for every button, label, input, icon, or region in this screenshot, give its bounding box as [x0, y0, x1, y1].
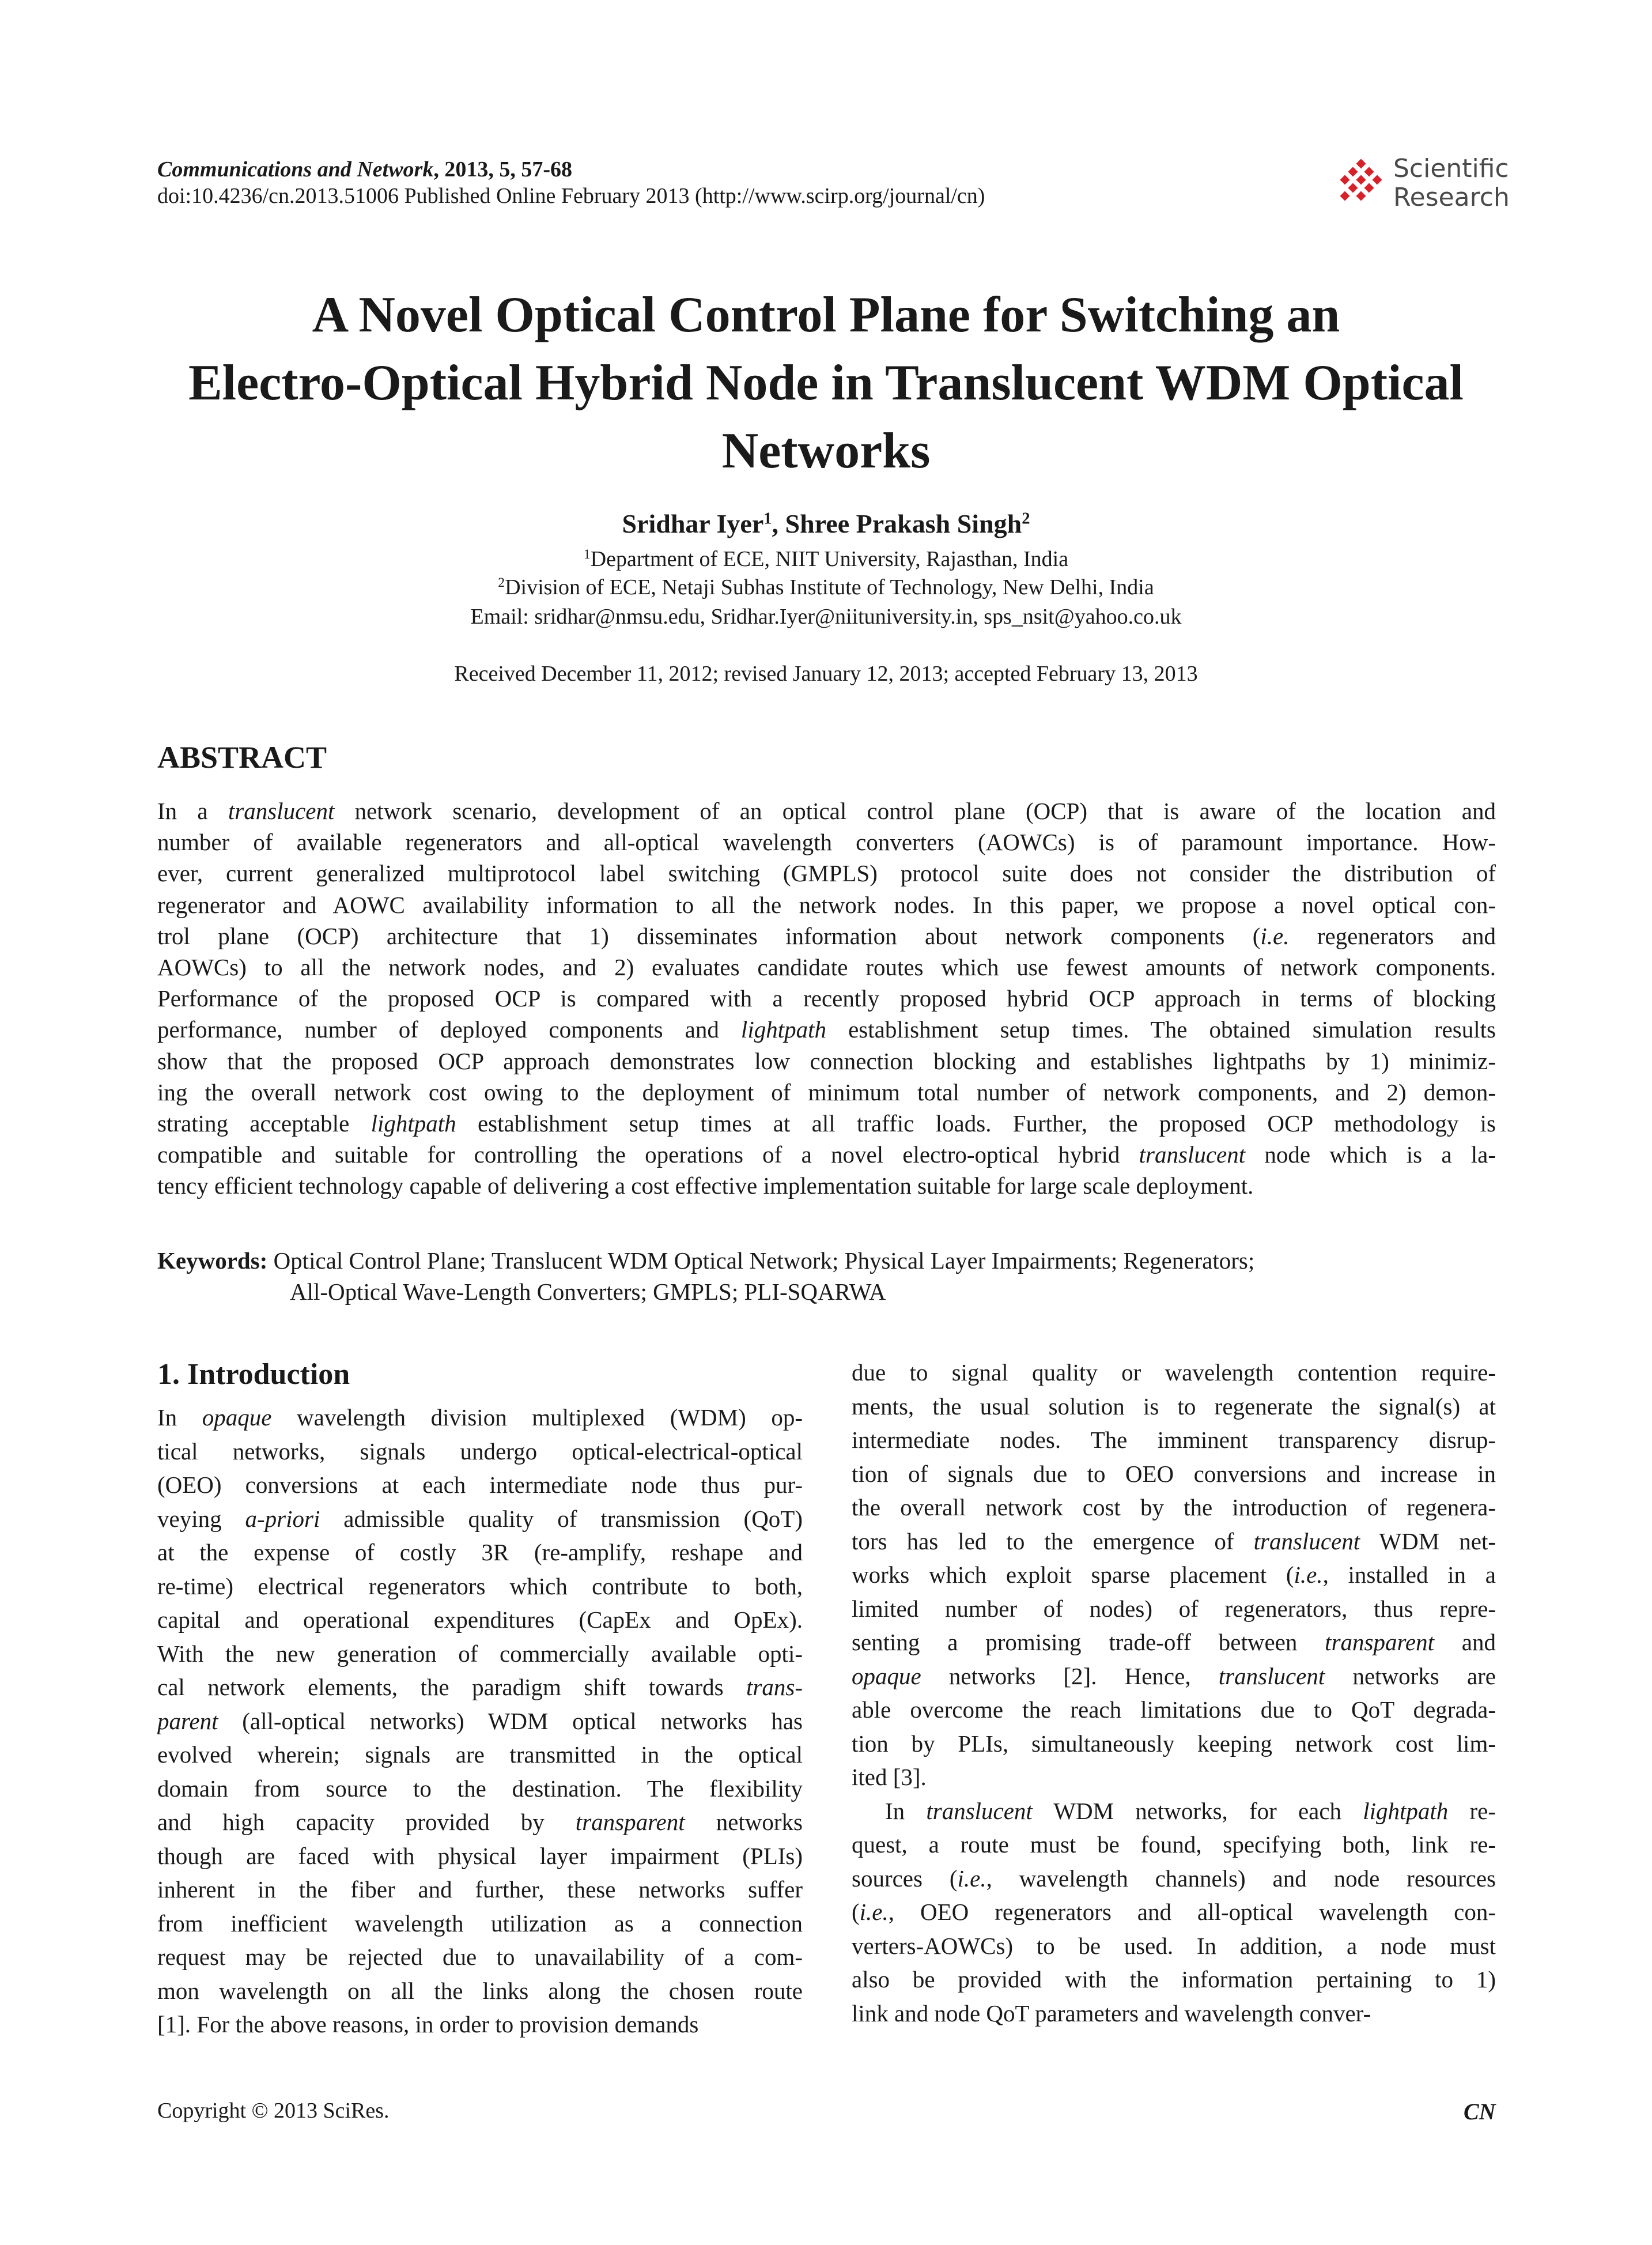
text-line: link and node QoT parameters and wavelength conver-	[852, 1999, 1371, 2027]
text-line: regenerator and AOWC availability information to all the network nodes. In this paper, we propose a novel optical con-	[157, 891, 1496, 918]
keywords-text: All-Optical Wave-Length Converters; GMPLS; PLI-SQARWA	[290, 1278, 886, 1305]
text-line: at the expense of costly 3R (re-amplify, reshape and	[157, 1539, 803, 1565]
author-emails: Email: sridhar@nmsu.edu, Sridhar.Iyer@niituniversity.in, sps_nsit@yahoo.co.uk	[470, 605, 1182, 629]
abstract-body	[157, 795, 1496, 1201]
text-line: due to signal quality or wavelength contention require-	[852, 1359, 1496, 1386]
text-line: opaque networks [2]. Hence, translucent networks are	[852, 1662, 1496, 1689]
affiliation-text: Department of ECE, NIIT University, Rajasthan, India	[590, 547, 1069, 571]
text-line: mon wavelength on all the links along the chosen route	[157, 1977, 803, 2004]
text-line: the overall network cost by the introduction of regenera-	[852, 1494, 1496, 1520]
received-dates: Received December 11, 2012; revised January 12, 2013; accepted February 13, 2013	[454, 662, 1198, 686]
text-line: strating acceptable lightpath establishment setup times at all traffic loads. Further, the proposed OCP methodology is	[157, 1110, 1496, 1137]
author-name: Shree Prakash Singh	[785, 509, 1022, 538]
text-line: Performance of the proposed OCP is compared with a recently proposed hybrid OCP approach in terms of blocking	[157, 985, 1496, 1012]
journal-abbreviation: CN	[1464, 2099, 1496, 2125]
text-line: AOWCs) to all the network nodes, and 2) evaluates candidate routes which use fewest amounts of network components.	[157, 953, 1496, 980]
abstract-heading: ABSTRACT	[157, 740, 327, 775]
affiliation-sup: 1	[583, 547, 591, 563]
text-line: senting a promising trade-off between transparent and	[852, 1629, 1496, 1655]
volume-info: , 2013, 5, 57-68	[433, 157, 572, 182]
text-line: capital and operational expenditures (CapEx and OpEx).	[157, 1606, 803, 1633]
scientific-research-logo-icon	[1336, 159, 1388, 211]
author-list	[104, 508, 1548, 539]
text-line: tion of signals due to OEO conversions and increase in	[852, 1460, 1496, 1487]
affiliation-text: Division of ECE, Netaji Subhas Institute of Technology, New Delhi, India	[505, 575, 1154, 599]
publisher-logo	[1336, 154, 1509, 218]
text-line: In translucent WDM networks, for each lightpath re-	[885, 1797, 1496, 1824]
keywords-label: Keywords:	[157, 1247, 268, 1274]
text-line: (OEO) conversions at each intermediate node thus pur-	[157, 1471, 803, 1498]
body-column-right	[852, 1356, 1496, 2030]
text-line: show that the proposed OCP approach demonstrates low connection blocking and establishes lightpaths by 1) minimiz-	[157, 1047, 1496, 1074]
text-line: ments, the usual solution is to regenerate the signal(s) at	[852, 1393, 1496, 1420]
logo-text-line2: Research	[1393, 183, 1510, 212]
text-line: limited number of nodes) of regenerators, thus repre-	[852, 1595, 1496, 1622]
text-line: though are faced with physical layer impairment (PLIs)	[157, 1842, 803, 1869]
text-line: ited [3].	[852, 1764, 927, 1790]
author-separator: ,	[772, 509, 785, 538]
text-line: inherent in the fiber and further, these networks suffer	[157, 1876, 803, 1903]
text-line: and high capacity provided by transparent networks	[157, 1809, 803, 1835]
text-line: able overcome the reach limitations due to QoT degrada-	[852, 1696, 1496, 1723]
affiliation-sup: 2	[498, 575, 505, 591]
text-line: In a translucent network scenario, development of an optical control plane (OCP) that is aware of the location and	[157, 798, 1496, 824]
text-line: also be provided with the information pertaining to 1)	[852, 1966, 1496, 1993]
keywords-block	[157, 1245, 1496, 1307]
text-line: re-time) electrical regenerators which contribute to both,	[157, 1572, 803, 1599]
text-line: tency efficient technology capable of delivering a cost effective implementation suitable for large scale deployment.	[157, 1172, 1254, 1199]
copyright-notice: Copyright © 2013 SciRes.	[157, 2099, 390, 2123]
text-line: from inefficient wavelength utilization as a connection	[157, 1910, 803, 1937]
affiliation	[104, 546, 1548, 572]
title-line: Networks	[721, 423, 931, 479]
paper-title	[104, 281, 1548, 485]
text-line: request may be rejected due to unavailability of a com-	[157, 1944, 803, 1970]
keywords-text: Optical Control Plane; Translucent WDM Optical Network; Physical Layer Impairments; Regenerators;	[267, 1247, 1255, 1274]
journal-citation	[157, 157, 572, 182]
text-line: evolved wherein; signals are transmitted in the optical	[157, 1741, 803, 1768]
doi-line: doi:10.4236/cn.2013.51006 Published Online February 2013 (http://www.scirp.org/journal/cn)	[157, 184, 985, 208]
text-line: [1]. For the above reasons, in order to provision demands	[157, 2011, 699, 2038]
text-line: ever, current generalized multiprotocol label switching (GMPLS) protocol suite does not consider the distribution of	[157, 860, 1496, 887]
text-line: domain from source to the destination. The flexibility	[157, 1775, 803, 1802]
author-affiliation-sup: 1	[763, 510, 772, 528]
text-line: tical networks, signals undergo optical-electrical-optical	[157, 1437, 803, 1465]
text-line: number of available regenerators and all-optical wavelength converters (AOWCs) is of paramount importance. How-	[157, 829, 1496, 856]
text-line: works which exploit sparse placement (i.e., installed in a	[852, 1561, 1496, 1588]
title-line: A Novel Optical Control Plane for Switching an	[312, 287, 1340, 343]
text-line: sources (i.e., wavelength channels) and node resources	[852, 1865, 1496, 1892]
text-line: (i.e., OEO regenerators and all-optical wavelength con-	[852, 1899, 1496, 1925]
text-line: quest, a route must be found, specifying both, link re-	[852, 1831, 1496, 1858]
section-heading: 1. Introduction	[157, 1358, 350, 1391]
text-line: In opaque wavelength division multiplexed (WDM) op-	[157, 1404, 803, 1431]
journal-name: Communications and Network	[157, 157, 434, 182]
text-line: intermediate nodes. The imminent transparency disrup-	[852, 1427, 1496, 1453]
text-line: trol plane (OCP) architecture that 1) disseminates information about network components (i.e. regenerators and	[157, 922, 1496, 949]
text-line: verters-AOWCs) to be used. In addition, a node must	[852, 1932, 1496, 1959]
affiliation	[104, 575, 1548, 600]
text-line: tors has led to the emergence of translucent WDM net-	[852, 1527, 1496, 1554]
logo-text-line1: Scientific	[1393, 154, 1509, 183]
text-line: performance, number of deployed components and lightpath establishment setup times. The obtained simulation results	[157, 1016, 1496, 1043]
text-line: parent (all-optical networks) WDM optical networks has	[157, 1707, 803, 1734]
text-line: compatible and suitable for controlling the operations of a novel electro-optical hybrid translucent node which is a la-	[157, 1141, 1496, 1168]
text-line: With the new generation of commercially available opti-	[157, 1640, 803, 1667]
author-name: Sridhar Iyer	[622, 509, 764, 538]
text-line: tion by PLIs, simultaneously keeping network cost lim-	[852, 1730, 1496, 1757]
body-column-left	[157, 1401, 803, 2042]
title-line: Electro-Optical Hybrid Node in Translucent WDM Optical	[188, 355, 1464, 411]
author-affiliation-sup: 2	[1022, 510, 1030, 528]
text-line: veying a-priori admissible quality of transmission (QoT)	[157, 1505, 803, 1532]
text-line: cal network elements, the paradigm shift towards trans-	[157, 1674, 803, 1700]
text-line: ing the overall network cost owing to the deployment of minimum total number of network components, and 2) demon-	[157, 1078, 1496, 1105]
